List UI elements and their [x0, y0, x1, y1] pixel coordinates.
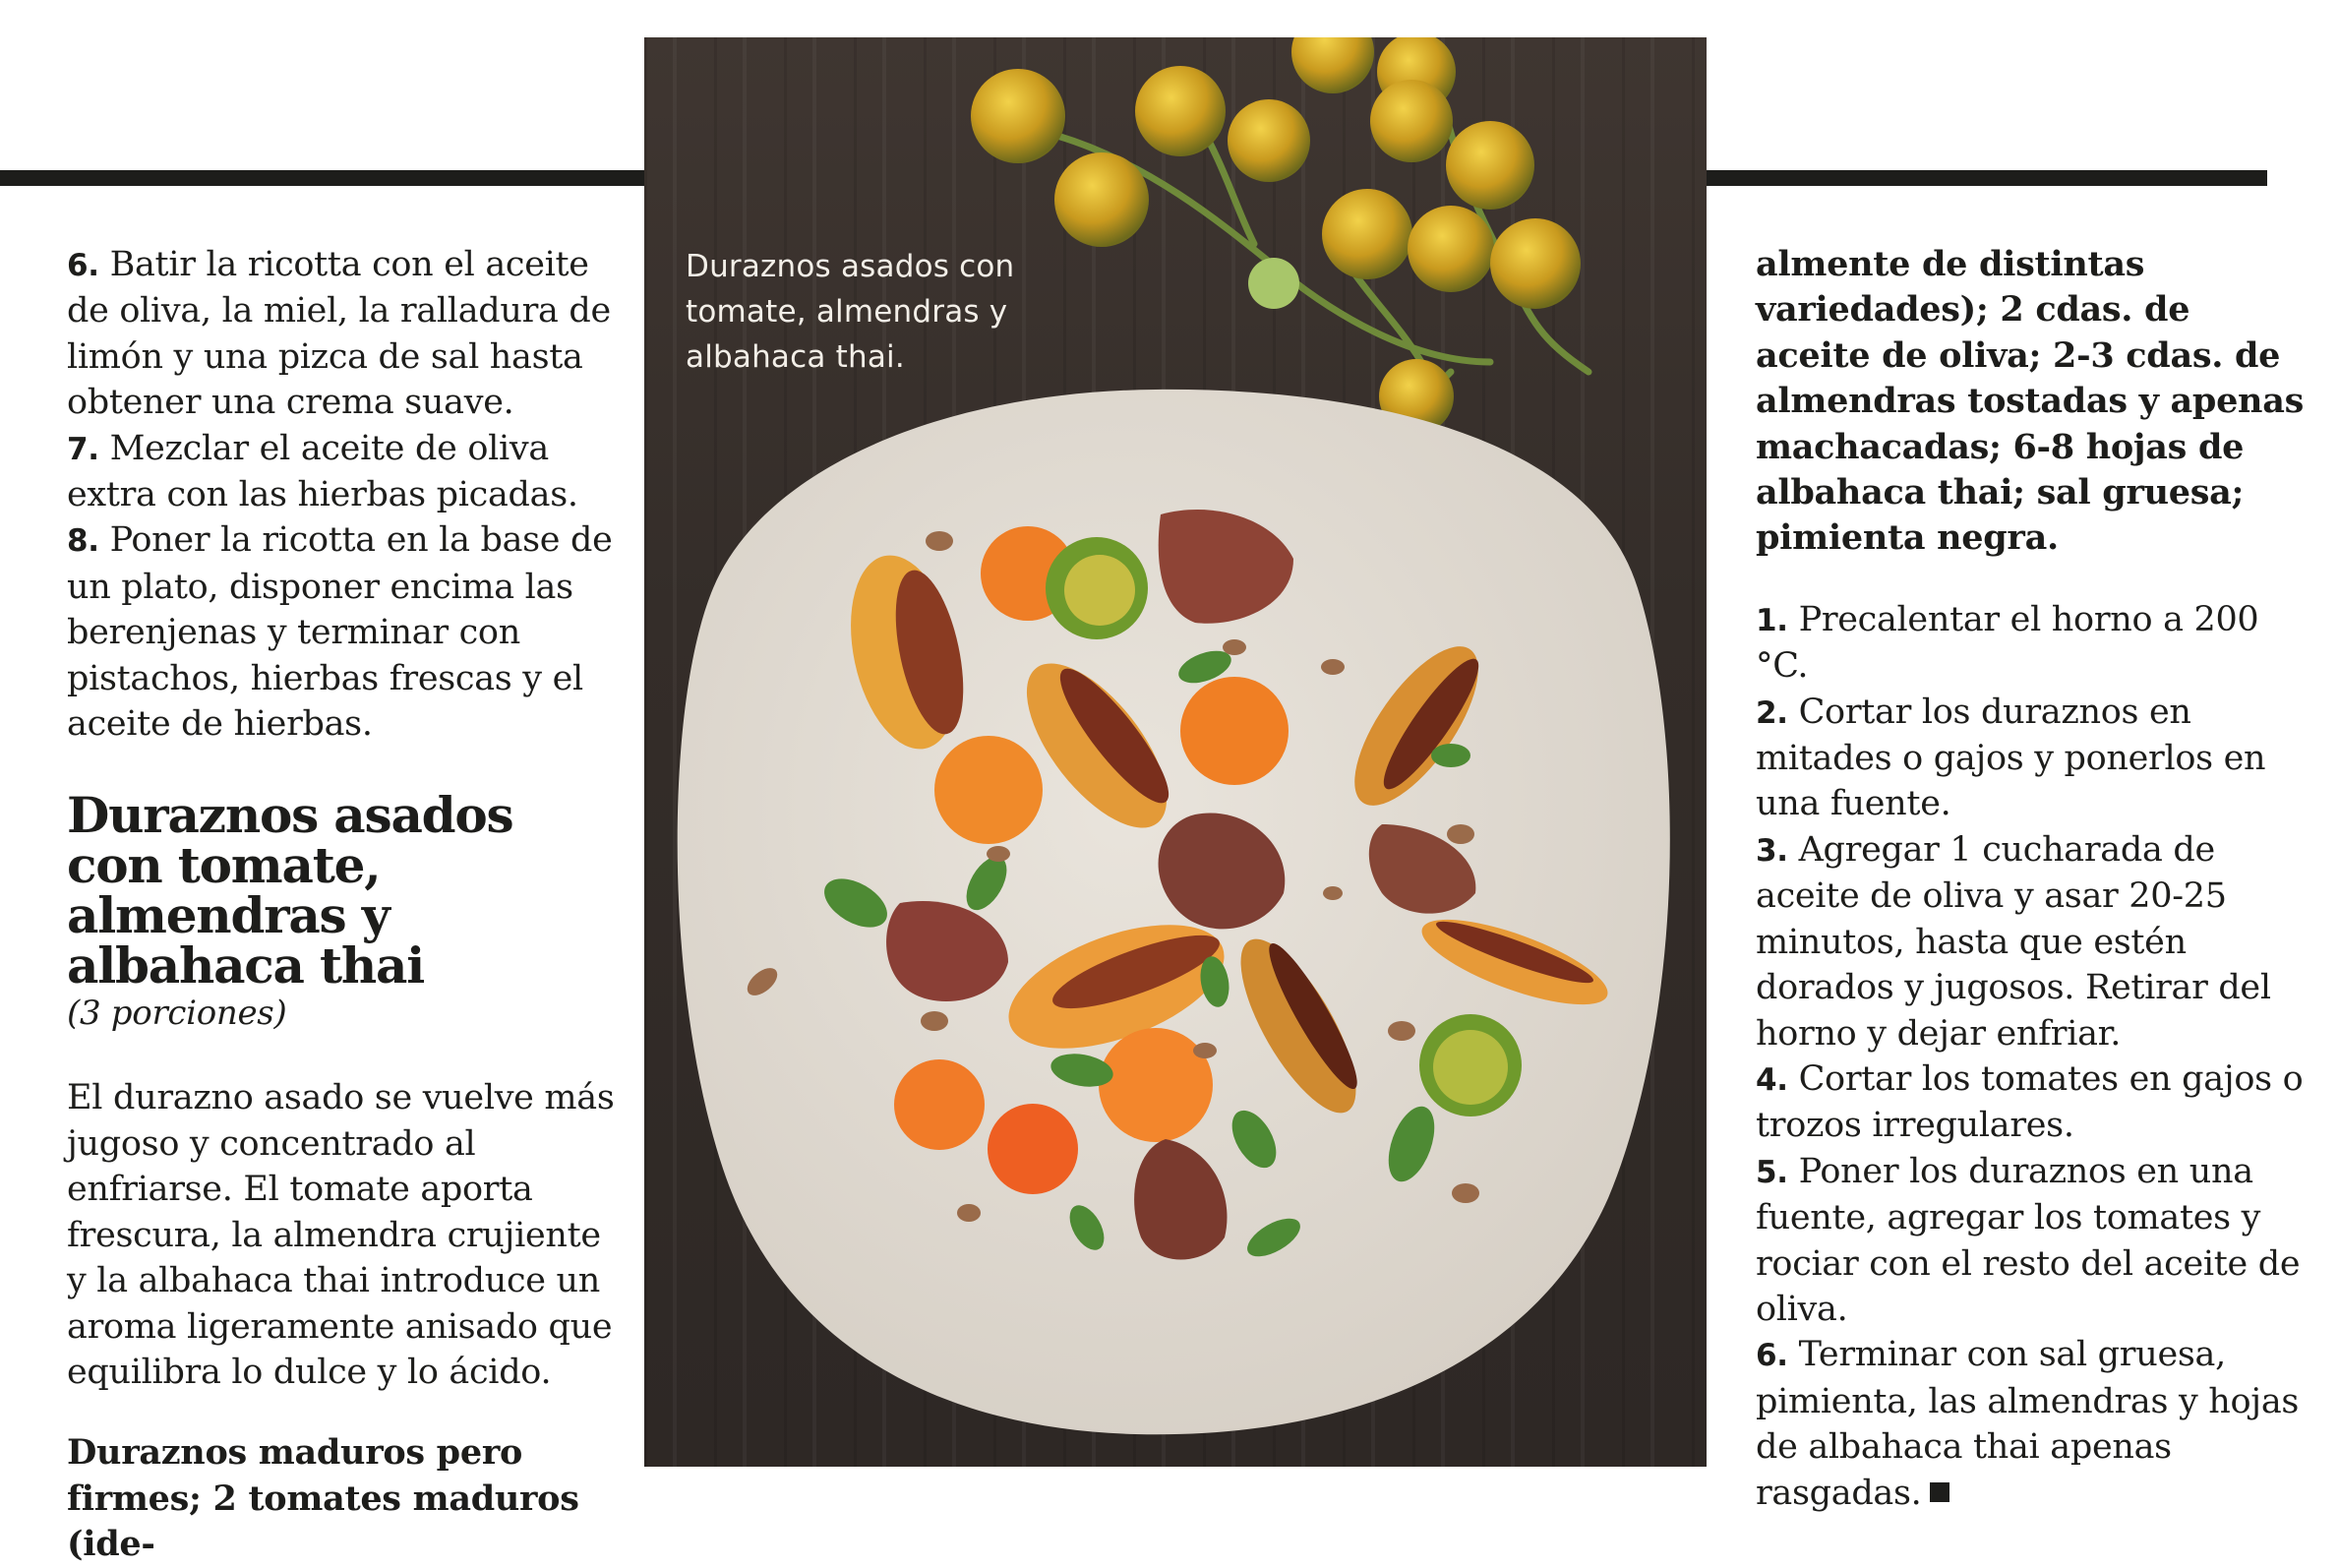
step-text: Poner los duraznos en una fuente, agregar los tomates y rociar con el resto del aceite de oliva. — [1756, 1151, 2301, 1329]
step-2 — [1756, 690, 2307, 827]
photo-caption: Duraznos asados con tomate, almendras y albahaca thai. — [686, 249, 1015, 375]
step-7 — [67, 426, 618, 518]
step-4 — [1756, 1056, 2307, 1149]
step-number: 2. — [1756, 694, 1788, 731]
step-5 — [1756, 1149, 2307, 1333]
step-3 — [1756, 827, 2307, 1056]
step-8 — [67, 517, 618, 747]
step-number: 3. — [1756, 832, 1788, 869]
step-number: 8. — [67, 523, 99, 560]
step-text: Batir la ricotta con el aceite de oliva, la miel, la ralladura de limón y una pizca de sal hasta obtener una crema suave. — [67, 245, 611, 423]
step-number: 1. — [1756, 602, 1788, 638]
step-text: Agregar 1 cucharada de aceite de oliva y asar 20-25 minutos, hasta que estén dorados y jugosos. Retirar del horno y dejar enfriar. — [1756, 829, 2271, 1054]
step-text: Cortar los tomates en gajos o trozos irregulares. — [1756, 1058, 2304, 1146]
header-rule-right — [1707, 170, 2267, 186]
recipe-portions: (3 porciones) — [67, 994, 287, 1034]
step-6 — [67, 242, 618, 426]
step-number: 4. — [1756, 1061, 1788, 1098]
step-number: 6. — [67, 248, 99, 283]
end-of-article-mark — [1930, 1482, 1949, 1502]
recipe-title: Duraznos asados con tomate, almendras y albahaca thai — [67, 786, 513, 995]
ingredients-end: almente de distintas variedades); 2 cdas. de aceite de oliva; 2-3 cdas. de almendras tostadas y apenas machacadas; 6-8 hojas de albahaca thai; sal gruesa; pimienta negra. — [1756, 244, 2304, 559]
step-text: Cortar los duraznos en mitades o gajos y ponerlos en una fuente. — [1756, 692, 2266, 824]
step-1 — [1756, 597, 2307, 690]
step-text: Terminar con sal gruesa, pimienta, las almendras y hojas de albahaca thai apenas rasgadas. — [1756, 1335, 2300, 1513]
dish-photo — [644, 37, 1707, 1467]
step-number: 7. — [67, 431, 99, 467]
step-text: Poner la ricotta en la base de un plato, disponer encima las berenjenas y terminar con pistachos, hierbas frescas y el aceite de hierbas. — [67, 520, 613, 745]
left-column — [67, 242, 618, 1568]
right-column — [1756, 242, 2307, 1516]
ingredients-start: Duraznos maduros pero firmes; 2 tomates maduros (ide- — [67, 1432, 579, 1565]
step-6-final — [1756, 1332, 2307, 1516]
step-number: 5. — [1756, 1154, 1788, 1190]
step-text: Mezclar el aceite de oliva extra con las hierbas picadas. — [67, 428, 578, 515]
recipe-intro: El durazno asado se vuelve más jugoso y concentrado al enfriarse. El tomate aporta frescura, la almendra crujiente y la albahaca thai introduce un aroma ligeramente anisado que equilibra lo dulce y lo ácido. — [67, 1078, 615, 1392]
step-text: Precalentar el horno a 200 °C. — [1756, 599, 2259, 687]
step-number: 6. — [1756, 1338, 1788, 1374]
header-rule-left — [0, 170, 644, 186]
